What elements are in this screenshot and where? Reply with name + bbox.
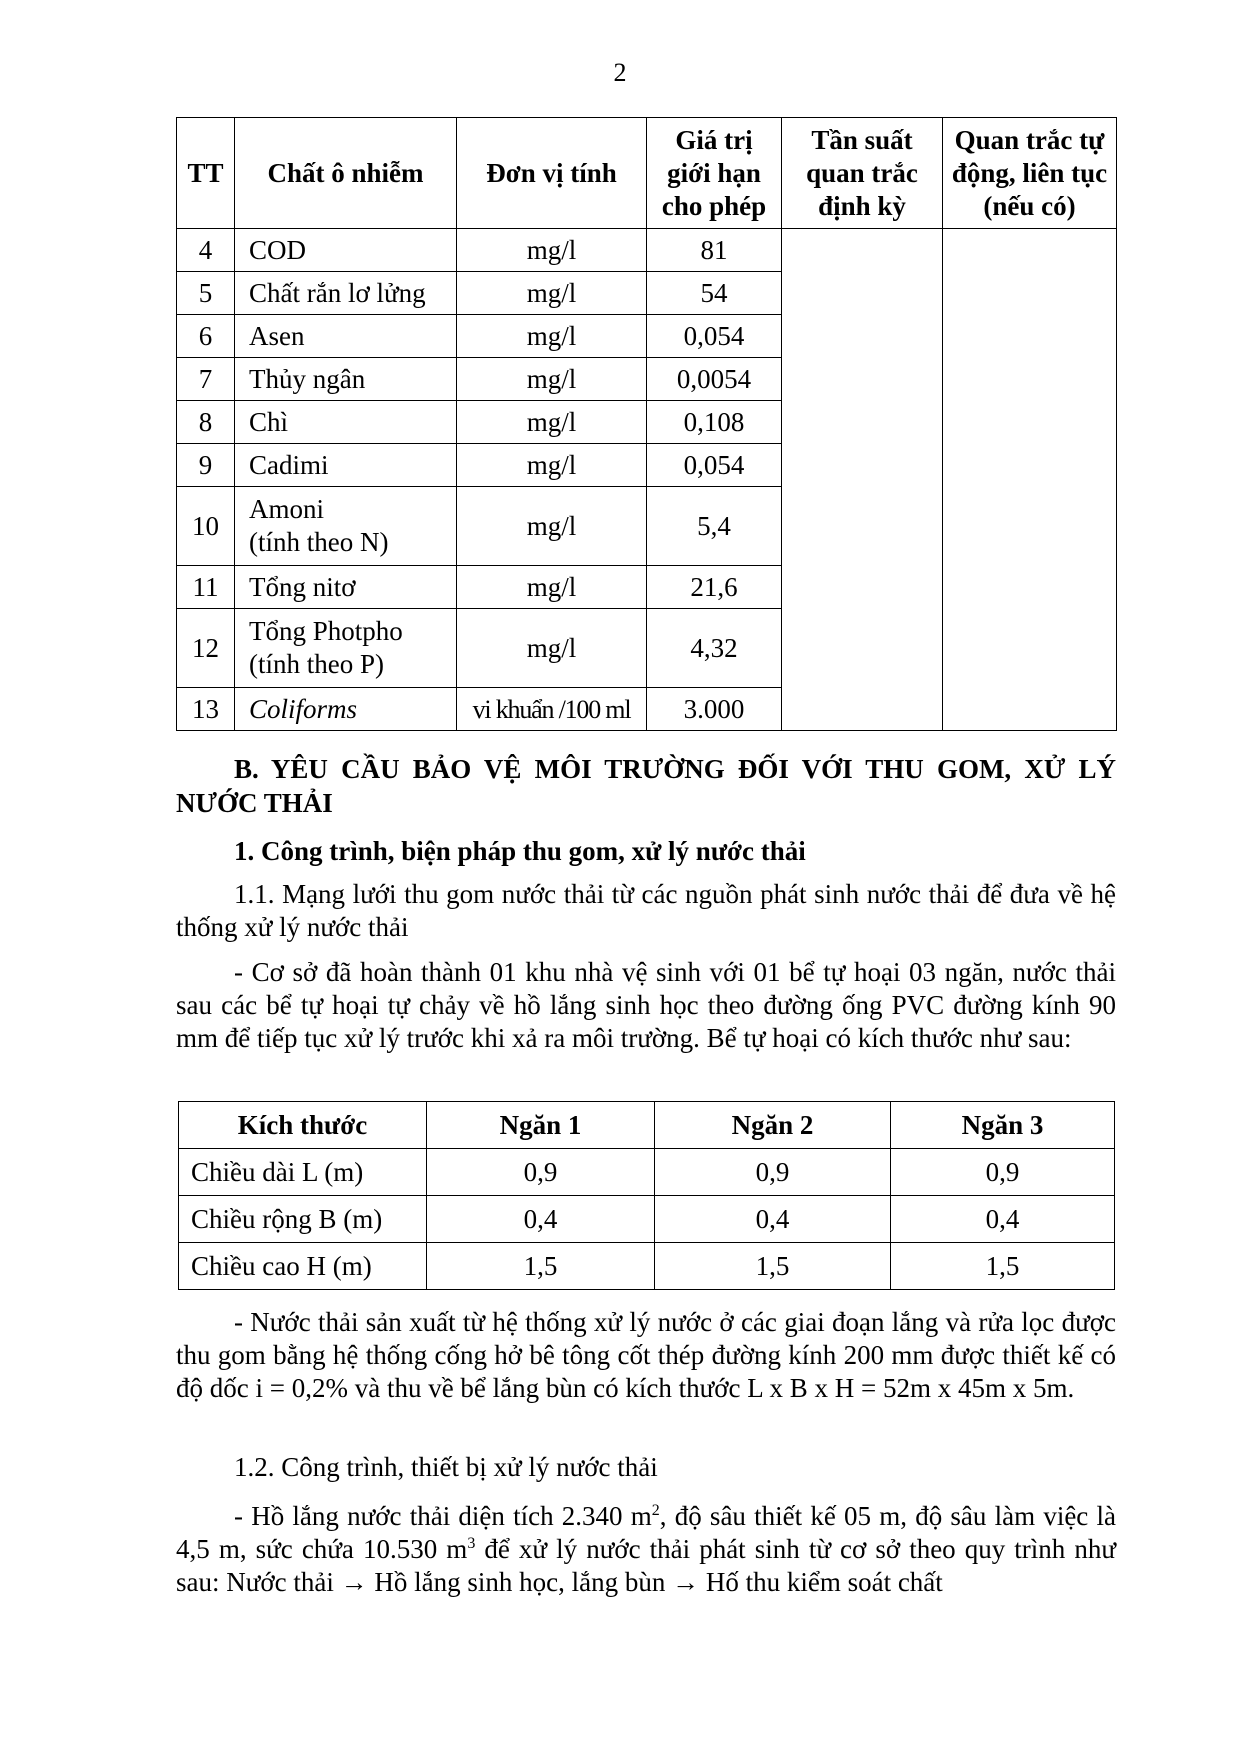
header-tt: TT: [177, 118, 235, 229]
row-tt: 10: [177, 487, 235, 566]
header-auto-monitoring: [943, 118, 1117, 229]
paragraph-septic: - Cơ sở đã hoàn thành 01 khu nhà vệ sinh với 01 bể tự hoại 03 ngăn, nước thải sau các bể tự hoại tự chảy về hồ lắng sinh học theo đường ống PVC đường kính 90 mm để tiếp tục xử lý trước khi xả ra môi trường. Bể tự hoại có kích thước như sau:: [176, 957, 1116, 1053]
row-unit: mg/l: [457, 358, 647, 401]
row-unit: mg/l: [457, 272, 647, 315]
header-limit-line: Giá trị: [675, 124, 753, 155]
row-unit: mg/l: [457, 444, 647, 487]
row-tt: 6: [177, 315, 235, 358]
header-limit-line: giới hạn: [667, 157, 761, 188]
row-unit: mg/l: [457, 315, 647, 358]
row-unit: mg/l: [457, 609, 647, 688]
pond-text: , độ sâu thiết kế 05 m, độ sâu làm việc là 4,5 m, sức chứa 10.530 m: [176, 1501, 1116, 1564]
row-limit: 0,054: [647, 315, 782, 358]
row-value: 0,9: [891, 1149, 1115, 1196]
header-limit-line: cho phép: [661, 190, 767, 221]
row-value: 0,9: [427, 1149, 655, 1196]
table-row: [179, 1196, 1115, 1243]
header-size: Kích thước: [179, 1102, 427, 1149]
row-tt: 13: [177, 688, 235, 731]
header-compartment-2: Ngăn 2: [655, 1102, 891, 1149]
row-pollutant: Asen: [235, 315, 457, 358]
superscript: 3: [467, 1535, 476, 1552]
row-value: 0,4: [891, 1196, 1115, 1243]
row-unit: vi khuẩn /100 ml: [457, 688, 647, 731]
table-header-row: [179, 1102, 1115, 1149]
row-pollutant: Coliforms: [235, 688, 457, 731]
table-header-row: [177, 118, 1117, 229]
pond-text: - Hồ lắng nước thải diện tích 2.340 m: [234, 1501, 652, 1531]
header-auto-line: Quan trắc tự: [954, 124, 1105, 155]
row-tt: 9: [177, 444, 235, 487]
header-pollutant: Chất ô nhiễm: [235, 118, 457, 229]
header-limit: [647, 118, 782, 229]
row-pollutant: Thủy ngân: [235, 358, 457, 401]
header-compartment-1: Ngăn 1: [427, 1102, 655, 1149]
row-value: 1,5: [891, 1243, 1115, 1290]
pond-text: để xử lý nước thải phát sinh từ cơ sở theo quy trình như sau: Nước thải → Hồ lắng sinh học, lắng bùn → Hố thu kiểm soát chất: [176, 1534, 1117, 1597]
row-pollutant: [235, 487, 457, 566]
row-limit: 0,108: [647, 401, 782, 444]
header-frequency: [782, 118, 943, 229]
row-pollutant: Chất rắn lơ lửng: [235, 272, 457, 315]
row-value: 0,4: [655, 1196, 891, 1243]
septic-size-table: [178, 1101, 1115, 1290]
header-unit: Đơn vị tính: [457, 118, 647, 229]
row-pollutant: Chì: [235, 401, 457, 444]
row-tt: 12: [177, 609, 235, 688]
auto-monitoring-cell: [943, 229, 1117, 731]
table-row: [177, 229, 1117, 272]
section-b-line: NƯỚC THẢI: [176, 788, 333, 818]
row-limit: 0,0054: [647, 358, 782, 401]
row-tt: 4: [177, 229, 235, 272]
header-auto-line: động, liên tục: [951, 157, 1108, 188]
header-frequency-line: quan trắc: [806, 157, 918, 188]
row-pollutant: COD: [235, 229, 457, 272]
row-pollutant-line: Tổng Photpho: [249, 616, 403, 646]
heading-1: 1. Công trình, biện pháp thu gom, xử lý nước thải: [234, 836, 806, 866]
row-label: Chiều rộng B (m): [179, 1196, 427, 1243]
section-b-line: B. YÊU CẦU BẢO VỆ MÔI TRƯỜNG ĐỐI VỚI THU GOM, XỬ LÝ: [234, 754, 1116, 784]
header-auto-line: (nếu có): [983, 190, 1076, 221]
row-value: 1,5: [655, 1243, 891, 1290]
row-label: Chiều cao H (m): [179, 1243, 427, 1290]
row-tt: 7: [177, 358, 235, 401]
row-tt: 8: [177, 401, 235, 444]
row-pollutant-line: (tính theo P): [249, 649, 384, 679]
header-frequency-line: định kỳ: [818, 190, 906, 221]
row-tt: 5: [177, 272, 235, 315]
paragraph-1-1: 1.1. Mạng lưới thu gom nước thải từ các nguồn phát sinh nước thải để đưa về hệ thống xử lý nước thải: [176, 879, 1116, 942]
row-unit: mg/l: [457, 229, 647, 272]
row-label: Chiều dài L (m): [179, 1149, 427, 1196]
row-limit: 5,4: [647, 487, 782, 566]
section-b-heading: [176, 752, 1116, 820]
header-compartment-3: Ngăn 3: [891, 1102, 1115, 1149]
header-frequency-line: Tần suất: [811, 124, 913, 155]
pollutant-limits-table: [176, 117, 1117, 731]
row-limit: 3.000: [647, 688, 782, 731]
superscript: 2: [651, 1502, 660, 1519]
row-pollutant-line: (tính theo N): [249, 527, 389, 557]
row-limit: 81: [647, 229, 782, 272]
row-value: 0,4: [427, 1196, 655, 1243]
row-unit: mg/l: [457, 401, 647, 444]
row-limit: 4,32: [647, 609, 782, 688]
paragraph-pond: [176, 1500, 1116, 1599]
row-pollutant: Cadimi: [235, 444, 457, 487]
row-unit: mg/l: [457, 487, 647, 566]
row-pollutant: [235, 609, 457, 688]
row-limit: 0,054: [647, 444, 782, 487]
row-value: 1,5: [427, 1243, 655, 1290]
row-limit: 54: [647, 272, 782, 315]
paragraph-1-2: 1.2. Công trình, thiết bị xử lý nước thải: [234, 1452, 658, 1482]
row-limit: 21,6: [647, 566, 782, 609]
frequency-cell: [782, 229, 943, 731]
row-pollutant-line: Amoni: [249, 494, 325, 524]
paragraph-production: - Nước thải sản xuất từ hệ thống xử lý nước ở các giai đoạn lắng và rửa lọc được thu gom bằng hệ thống cống hở bê tông cốt thép đường kính 200 mm được thiết kế có độ dốc i = 0,2% và thu về bể lắng bùn có kích thước L x B x H = 52m x 45m x 5m.: [176, 1307, 1116, 1403]
row-pollutant: Tổng nitơ: [235, 566, 457, 609]
row-unit: mg/l: [457, 566, 647, 609]
page-number: 2: [613, 58, 627, 87]
table-row: [179, 1243, 1115, 1290]
row-tt: 11: [177, 566, 235, 609]
row-value: 0,9: [655, 1149, 891, 1196]
table-row: [179, 1149, 1115, 1196]
